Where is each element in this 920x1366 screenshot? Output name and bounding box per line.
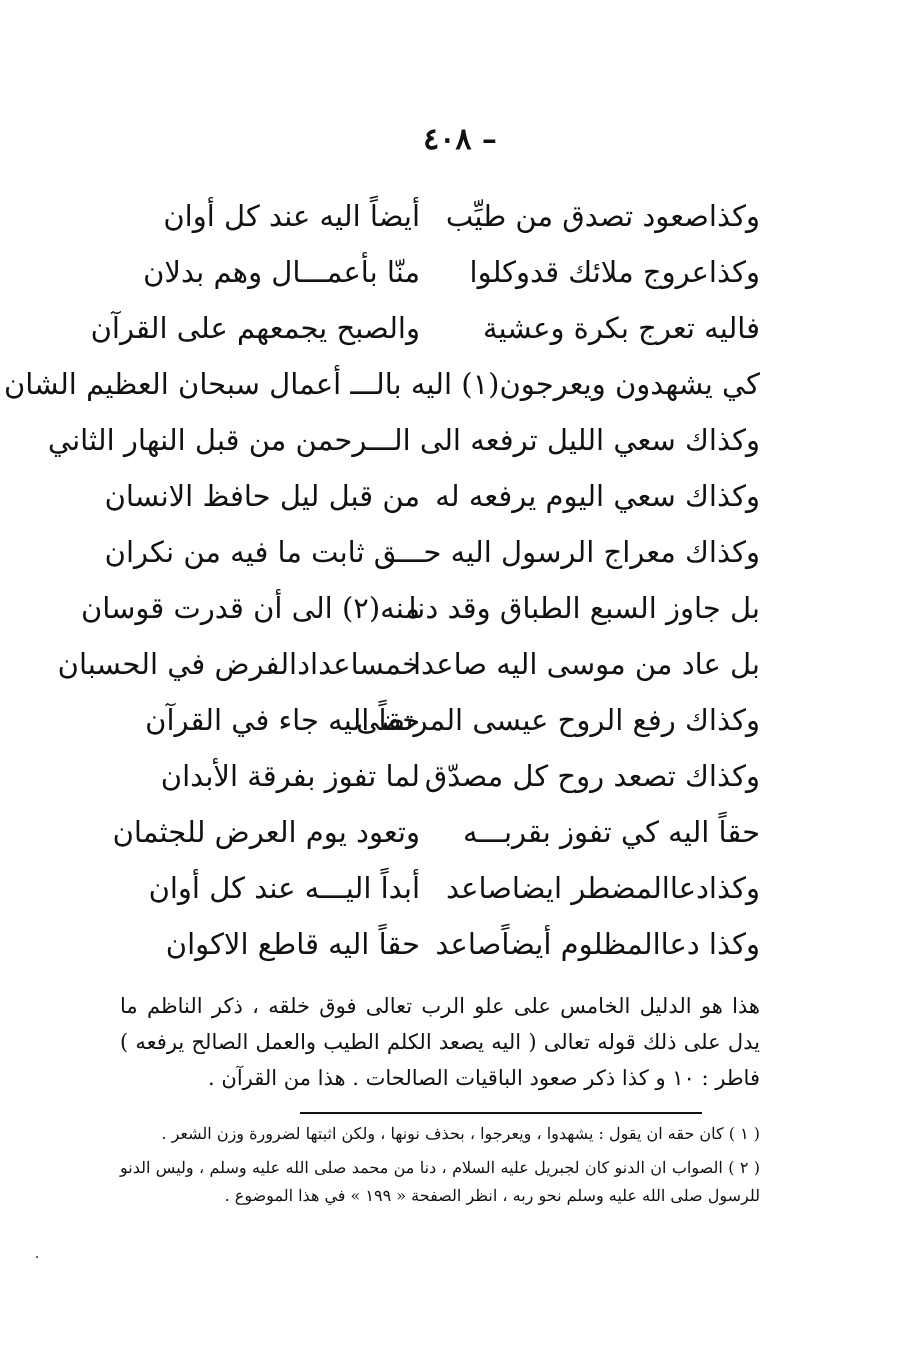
verse-first-hemistich: وكذاك سعي اليوم يرفعه له [435,479,760,513]
verse-second-hemistich: أيضاً اليه عند كل أوان [163,199,420,233]
verse-first-hemistich: بل عاد من موسى اليه صاعدا [412,647,760,681]
verse-line [104,524,760,580]
verse-second-hemistich: حقاً اليه قاطع الاكوان [165,927,420,961]
verse-second-hemistich: خمساعدادالفرض في الحسبان [57,647,420,681]
verse-second-hemistich: منّا بأعمـــال وهم بدلان [143,255,420,289]
verse-line [120,916,760,972]
verse-line [120,748,760,804]
verse-line [120,244,760,300]
verse-line [112,804,760,860]
verse-second-hemistich: وتعود يوم العرض للجثمان [112,815,420,849]
verse-first-hemistich: وكذاك رفع الروح عيسى المرتضى [356,703,760,737]
verse-line [90,300,760,356]
verse-line [120,188,760,244]
verse-second-hemistich: منه(٢) الى أن قدرت قوسان [80,591,420,625]
verse-first-hemistich: بل جاوز السبع الطباق وقد دنا [408,591,760,625]
verse-line [104,468,760,524]
verse-first-hemistich: حقاً اليه كي تفوز بقربـــه [462,815,760,849]
verse-second-hemistich: حقاً اليه جاء في القرآن [145,703,420,737]
verse-line [120,860,760,916]
commentary-text: هذا هو الدليل الخامس على علو الرب تعالى فوق خلقه ، ذكر الناظم ما يدل على ذلك قوله تعالى ( اليه يصعد الكلم الطيب والعمل الصالح يرفعه ) فاطر : ١٠ و كذا ذكر صعود الباقيات الصالحات . هذا من القرآن . [120,994,760,1090]
verse-line [80,580,760,636]
verse-full-line: كي يشهدون ويعرجون(١) اليه بالـــ أعمال سبحان العظيم الشان [3,367,760,401]
verse-second-hemistich: لما تفوز بفرقة الأبدان [160,759,420,793]
commentary-paragraph [120,988,760,1096]
verse-line [120,692,760,748]
verse-line [3,356,760,412]
poem-verses [3,188,760,972]
verse-first-hemistich: فاليه تعرج بكرة وعشية [482,311,760,345]
page-number: – ٤٠٨ [423,122,497,157]
verse-second-hemistich: من قبل ليل حافظ الانسان [104,479,420,513]
verse-full-line: وكذاك معراج الرسول اليه حـــق ثابت ما فيه من نكران [104,535,760,569]
verse-first-hemistich: وكذا دعاالمظلوم أيضاًصاعد [435,927,760,961]
verse-line [47,412,760,468]
footnote-2: ( ٢ ) الصواب ان الدنو كان لجبريل عليه السلام ، دنا من محمد صلى الله عليه وسلم ، وليس الدنو للرسول صلى الله عليه وسلم نحو ربه ، انظر الصفحة « ١٩٩ » في هذا الموضوع . [120,1158,761,1205]
footnotes [120,1120,760,1216]
scan-speck [36,1256,38,1258]
verse-first-hemistich: وكذادعاالمضطر ايضاصاعد [445,871,760,905]
verse-full-line: وكذاك سعي الليل ترفعه الى الـــرحمن من قبل النهار الثاني [47,423,760,457]
footnote-divider [300,1112,702,1114]
verse-line [57,636,760,692]
verse-first-hemistich: وكذاك تصعد روح كل مصدّق [424,759,760,793]
verse-first-hemistich: وكذاصعود تصدق من طيِّب [445,199,760,233]
verse-first-hemistich: وكذاعروج ملائك قدوكلوا [469,255,760,289]
verse-second-hemistich: والصبح يجمعهم على القرآن [90,311,420,345]
verse-second-hemistich: أبداً اليـــه عند كل أوان [148,871,420,905]
footnote-1: ( ١ ) كان حقه ان يقول : يشهدوا ، ويعرجوا ، بحذف نونها ، ولكن اثبتها لضرورة وزن الشعر . [161,1124,760,1143]
